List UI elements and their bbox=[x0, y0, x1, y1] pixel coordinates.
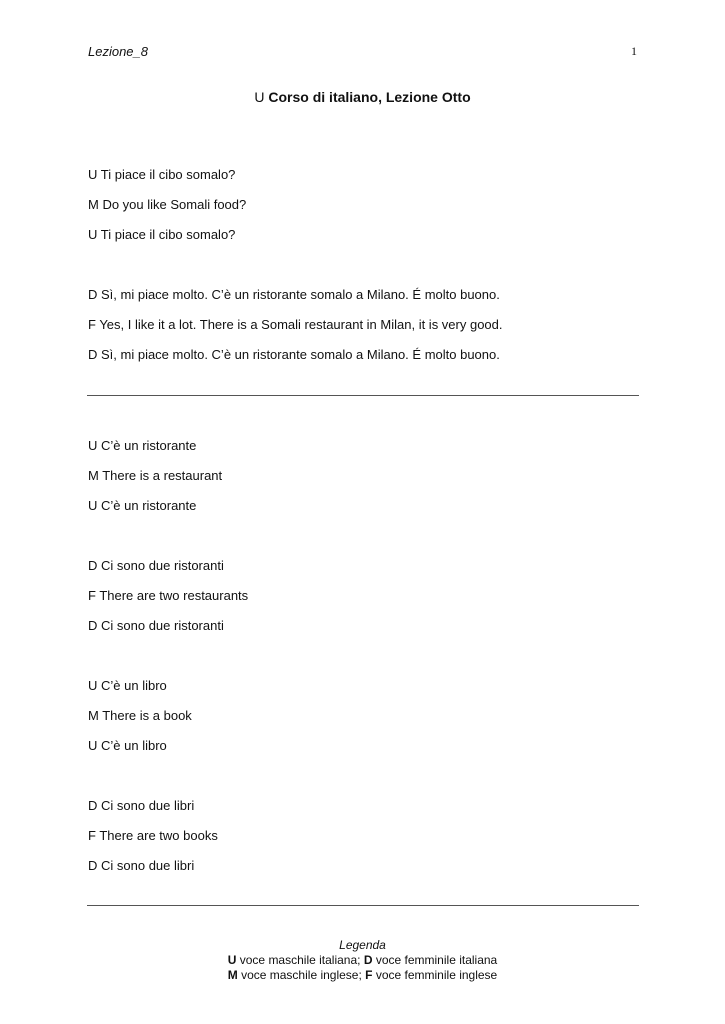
dialogue-line: U Ti piace il cibo somalo? bbox=[88, 227, 236, 242]
lesson-label: Lezione_8 bbox=[88, 44, 148, 59]
dialogue-line: M Do you like Somali food? bbox=[88, 197, 247, 212]
dialogue-line: F There are two books bbox=[88, 828, 218, 843]
dialogue-line: F Yes, I like it a lot. There is a Somali restaurant in Milan, it is very good. bbox=[88, 317, 503, 332]
legend-text: voce femminile inglese bbox=[372, 968, 498, 982]
legend-key: D bbox=[363, 953, 373, 967]
footer-divider bbox=[87, 905, 639, 906]
legend-line-2 bbox=[0, 968, 725, 983]
dialogue-line: F There are two restaurants bbox=[88, 588, 249, 603]
dialogue-line: D Ci sono due ristoranti bbox=[88, 618, 224, 633]
dialogue-line: U Ti piace il cibo somalo? bbox=[88, 167, 236, 182]
legend bbox=[0, 938, 725, 983]
dialogue-line: D Ci sono due libri bbox=[88, 798, 195, 813]
dialogue-line: U C’è un libro bbox=[88, 738, 167, 753]
dialogue-line: D Sì, mi piace molto. C’è un ristorante somalo a Milano. É molto buono. bbox=[88, 347, 500, 362]
legend-title: Legenda bbox=[339, 938, 386, 952]
legend-key: M bbox=[227, 968, 238, 982]
legend-text: voce maschile inglese; bbox=[237, 968, 366, 982]
dialogue-line: U C’è un libro bbox=[88, 678, 167, 693]
legend-key: F bbox=[365, 968, 373, 982]
legend-text: voce femminile italiana bbox=[372, 953, 498, 967]
title-speaker: U bbox=[254, 89, 265, 105]
section-divider bbox=[87, 395, 639, 396]
page-title bbox=[0, 89, 725, 105]
dialogue-line: U C’è un ristorante bbox=[88, 438, 197, 453]
dialogue-section-1 bbox=[88, 167, 648, 377]
dialogue-line: D Sì, mi piace molto. C’è un ristorante somalo a Milano. É molto buono. bbox=[88, 287, 500, 302]
dialogue-line: M There is a book bbox=[88, 708, 192, 723]
dialogue-line: M There is a restaurant bbox=[88, 468, 223, 483]
dialogue-line: D Ci sono due ristoranti bbox=[88, 558, 224, 573]
dialogue-line: U C’è un ristorante bbox=[88, 498, 197, 513]
legend-key: U bbox=[227, 953, 237, 967]
legend-line-1 bbox=[0, 953, 725, 968]
dialogue-line: D Ci sono due libri bbox=[88, 858, 195, 873]
dialogue-section-2 bbox=[88, 438, 648, 888]
page-number: 1 bbox=[631, 44, 637, 58]
title-text: Corso di italiano, Lezione Otto bbox=[268, 89, 471, 105]
legend-text: voce maschile italiana; bbox=[236, 953, 364, 967]
